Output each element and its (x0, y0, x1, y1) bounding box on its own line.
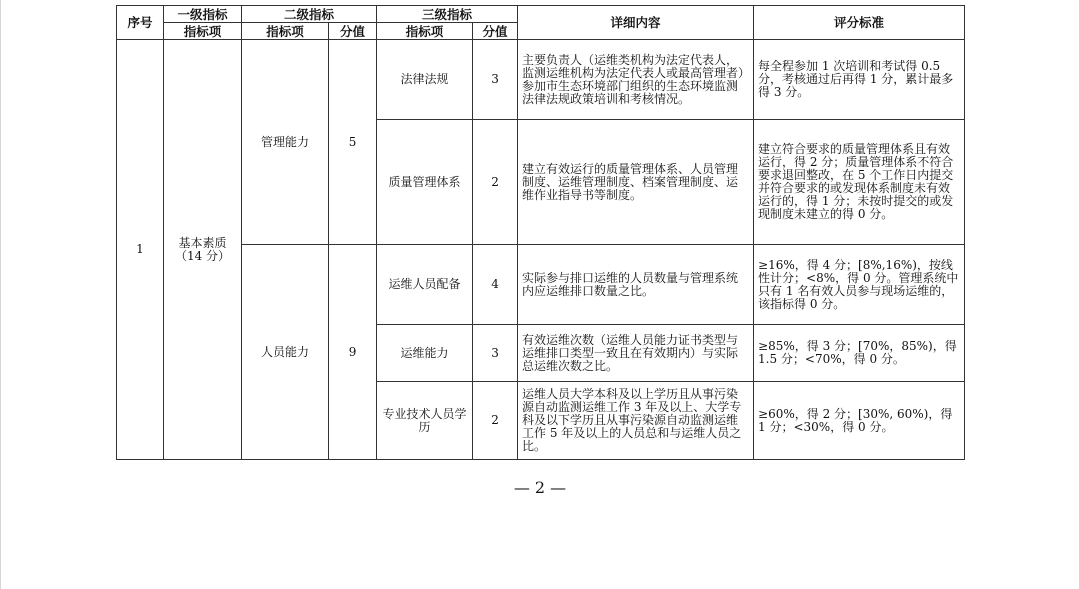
row-seq: 1 (117, 40, 164, 460)
detail-text: 有效运维次数（运维人员能力证书类型与运维排口类型一致且在有效期内）与实际总运维次数之比。 (518, 325, 754, 382)
level2-score-mgmt: 5 (329, 40, 377, 245)
criteria-text: ≥16%，得 4 分；[8%,16%)，按线性计分；<8%，得 0 分。管理系统中只有 1 名有效人员参与现场运维的，该指标得 0 分。 (754, 245, 965, 325)
criteria-text: ≥85%，得 3 分；[70%，85%)，得 1.5 分；<70%，得 0 分。 (754, 325, 965, 382)
page-edge-left (0, 0, 1, 589)
level3-name: 运维能力 (377, 325, 473, 382)
subheader-level2-item: 指标项 (242, 23, 329, 40)
criteria-text: 每全程参加 1 次培训和考试得 0.5 分，考核通过后再得 1 分，累计最多得 3 分。 (754, 40, 965, 120)
header-level2: 二级指标 (242, 6, 377, 23)
table-row (117, 245, 965, 325)
level1-cell (164, 40, 242, 460)
header-detail: 详细内容 (518, 6, 754, 40)
level1-score: （14 分） (174, 248, 231, 263)
level3-name: 质量管理体系 (377, 120, 473, 245)
detail-text: 实际参与排口运维的人员数量与管理系统内应运维排口数量之比。 (518, 245, 754, 325)
criteria-text: 建立符合要求的质量管理体系且有效运行，得 2 分；质量管理体系不符合要求退回整改，在 5 个工作日内提交并符合要求的或发现体系制度未有效运行的，得 1 分；未按时提交的或发现制度未建立的得 0 分。 (754, 120, 965, 245)
level2-name-staff: 人员能力 (242, 245, 329, 460)
subheader-level1-item: 指标项 (164, 23, 242, 40)
level3-name: 法律法规 (377, 40, 473, 120)
header-level3: 三级指标 (377, 6, 518, 23)
header-level1: 一级指标 (164, 6, 242, 23)
level2-name-mgmt: 管理能力 (242, 40, 329, 245)
level3-score: 2 (473, 120, 518, 245)
subheader-level3-item: 指标项 (377, 23, 473, 40)
level3-name: 运维人员配备 (377, 245, 473, 325)
page-number: — 2 — (513, 478, 567, 497)
detail-text: 主要负责人（运维类机构为法定代表人，监测运维机构为法定代表人或最高管理者）参加市生态环境部门组织的生态环境监测法律法规政策培训和考核情况。 (518, 40, 754, 120)
level3-score: 4 (473, 245, 518, 325)
level3-name: 专业技术人员学历 (377, 382, 473, 460)
scoring-table (116, 5, 965, 460)
table-row (117, 40, 965, 120)
detail-text: 运维人员大学本科及以上学历且从事污染源自动监测运维工作 3 年及以上、大学专科及以下学历且从事污染源自动监测运维工作 5 年及以上的人员总和与运维人员之比。 (518, 382, 754, 460)
level1-name: 基本素质 (178, 235, 227, 250)
detail-text: 建立有效运行的质量管理体系、人员管理制度、运维管理制度、档案管理制度、运维作业指导书等制度。 (518, 120, 754, 245)
level3-score: 3 (473, 325, 518, 382)
level3-score: 3 (473, 40, 518, 120)
subheader-level3-score: 分值 (473, 23, 518, 40)
header-criteria: 评分标准 (754, 6, 965, 40)
subheader-level2-score: 分值 (329, 23, 377, 40)
level2-score-staff: 9 (329, 245, 377, 460)
criteria-text: ≥60%，得 2 分；[30%, 60%)，得 1 分；<30%，得 0 分。 (754, 382, 965, 460)
level3-score: 2 (473, 382, 518, 460)
header-seq: 序号 (117, 6, 164, 40)
